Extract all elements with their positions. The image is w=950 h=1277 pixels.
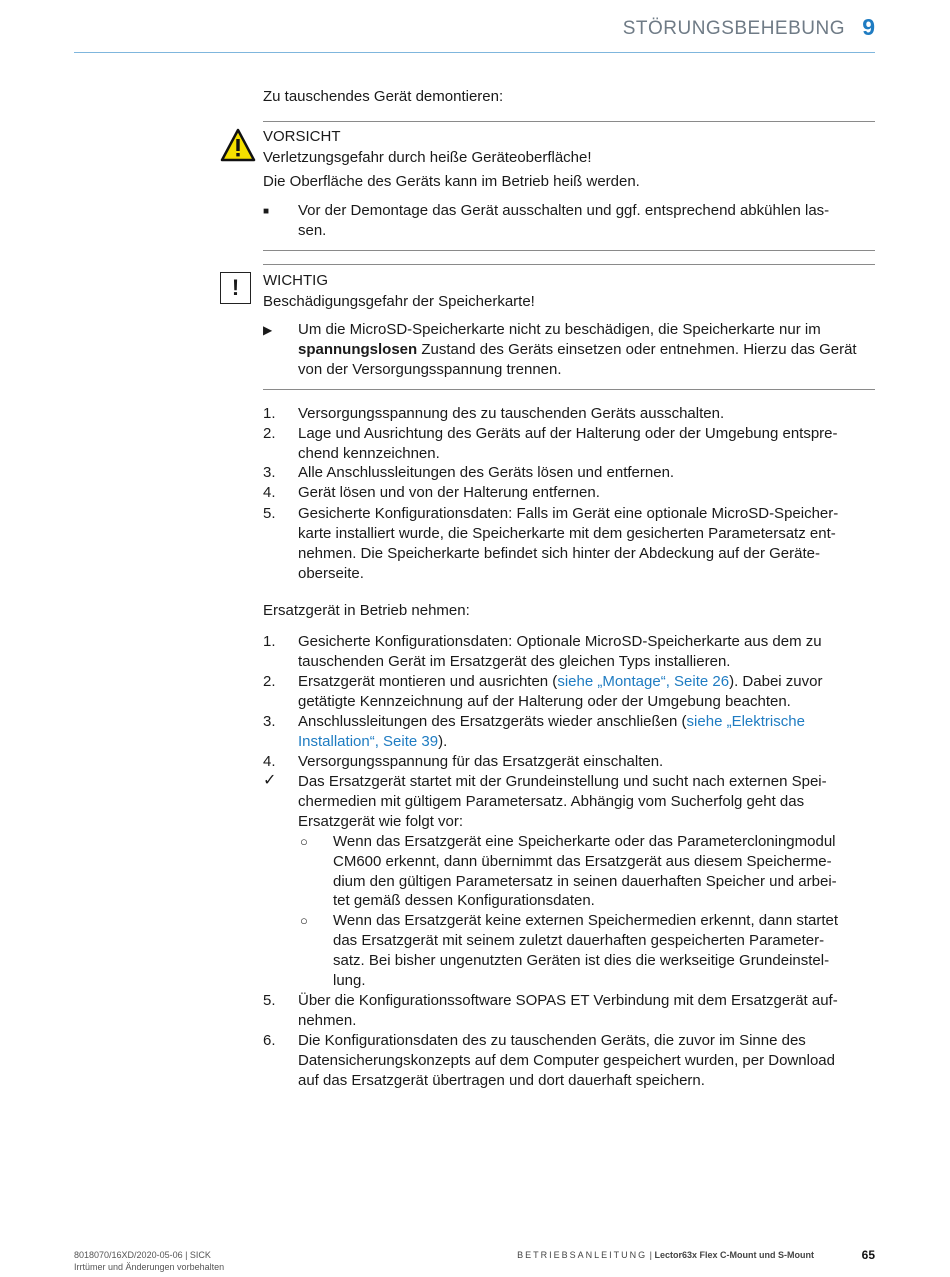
step-text: Datensicherungskonzepts auf dem Computer gespeichert wurden, per Download xyxy=(298,1052,835,1069)
step-text: Gerät lösen und von der Halterung entfernen. xyxy=(298,484,600,501)
important-bottom-rule xyxy=(263,389,875,390)
important-label: WICHTIG xyxy=(263,272,328,289)
step-number: 1. xyxy=(263,633,276,650)
link-montage[interactable]: siehe „Montage“, Seite 26 xyxy=(557,673,730,690)
caution-bullet-line-1: Vor der Demontage das Gerät ausschalten und ggf. entsprechend abkühlen las- xyxy=(298,202,830,219)
sub-item-text: satz. Bei bisher ungenutzten Geräten ist dies die werkseitige Grundeinstel- xyxy=(333,952,830,969)
sub-item-text: CM600 erkennt, dann übernimmt das Ersatzgerät aus diesem Speicherme- xyxy=(333,853,832,870)
step-text: Installation“, Seite 39). xyxy=(298,733,448,750)
important-line-2: spannungslosen Zustand des Geräts einsetzen oder entnehmen. Hierzu das Gerät xyxy=(298,341,857,358)
step-text: Die Konfigurationsdaten des zu tauschenden Geräts, die zuvor im Sinne des xyxy=(298,1032,806,1049)
footer-product: Lector63x Flex C-Mount und S-Mount xyxy=(654,1250,814,1260)
caution-bullet-line-2: sen. xyxy=(298,222,327,239)
chapter-number: 9 xyxy=(862,14,875,40)
sub-item-text: Wenn das Ersatzgerät eine Speicherkarte oder das Parametercloningmodul xyxy=(333,833,836,850)
step-text: getätigte Kennzeichnung auf der Halterung oder der Umgebung beachten. xyxy=(298,693,791,710)
page-number: 65 xyxy=(861,1248,875,1262)
step-text: Ersatzgerät montieren und ausrichten (siehe „Montage“, Seite 26). Dabei zuvor xyxy=(298,673,823,690)
important-line-1: Um die MicroSD-Speicherkarte nicht zu beschädigen, die Speicherkarte nur im xyxy=(298,321,821,338)
step-number: 6. xyxy=(263,1032,276,1049)
arrow-right-icon: ▶ xyxy=(263,323,273,337)
important-line-3: von der Versorgungsspannung trennen. xyxy=(298,361,562,378)
section-heading-replacement: Ersatzgerät in Betrieb nehmen: xyxy=(263,602,470,619)
warning-triangle-icon xyxy=(220,128,256,162)
footer-doc-title: BETRIEBSANLEITUNG | Lector63x Flex C-Mount und S-Mount xyxy=(517,1250,814,1260)
link-elektrische-installation[interactable]: siehe „Elektrische xyxy=(686,713,805,730)
step-number: 1. xyxy=(263,405,276,422)
chapter-title: STÖRUNGSBEHEBUNG xyxy=(622,18,845,39)
footer-doc-info xyxy=(74,1249,224,1273)
step-text: oberseite. xyxy=(298,565,364,582)
caution-bottom-rule xyxy=(263,250,875,251)
step-text: Gesicherte Konfigurationsdaten: Optionale MicroSD-Speicherkarte aus dem zu xyxy=(298,633,822,650)
step-text: Anschlussleitungen des Ersatzgeräts wieder anschließen (siehe „Elektrische xyxy=(298,713,805,730)
square-bullet-icon: ■ xyxy=(263,206,270,217)
step-number: 5. xyxy=(263,992,276,1009)
circle-bullet-icon: ○ xyxy=(300,913,308,928)
footer-disclaimer: Irrtümer und Änderungen vorbehalten xyxy=(74,1262,225,1272)
step-text: Gesicherte Konfigurationsdaten: Falls im Gerät eine optionale MicroSD-Speicher- xyxy=(298,505,839,522)
caution-text: Die Oberfläche des Geräts kann im Betrieb heiß werden. xyxy=(263,173,640,190)
checkmark-icon: ✓ xyxy=(263,772,277,789)
step-text: karte installiert wurde, die Speicherkarte mit dem gesicherten Parametersatz ent- xyxy=(298,525,836,542)
step-text: Versorgungsspannung für das Ersatzgerät einschalten. xyxy=(298,753,664,770)
header-divider xyxy=(74,52,875,53)
step-text: auf das Ersatzgerät übertragen und dort dauerhaft speichern. xyxy=(298,1072,705,1089)
link-elektrische-installation-cont[interactable]: Installation“, Seite 39 xyxy=(298,733,439,750)
sub-item-text: Wenn das Ersatzgerät keine externen Speichermedien erkennt, dann startet xyxy=(333,912,839,929)
step-text: Versorgungsspannung des zu tauschenden Geräts ausschalten. xyxy=(298,405,725,422)
result-text: Ersatzgerät wie folgt vor: xyxy=(298,813,464,830)
step-number: 2. xyxy=(263,673,276,690)
step-text: nehmen. Die Speicherkarte befindet sich hinter der Abdeckung auf der Geräte- xyxy=(298,545,820,562)
step-number: 5. xyxy=(263,505,276,522)
sub-item-text: das Ersatzgerät mit seinem zuletzt dauerhaften gespeicherten Parameter- xyxy=(333,932,825,949)
exclamation-box-icon: ! xyxy=(220,272,251,304)
important-top-rule xyxy=(263,264,875,265)
sub-item-text: tet gemäß dessen Konfigurationsdaten. xyxy=(333,892,595,909)
step-number: 3. xyxy=(263,713,276,730)
step-text: chend kennzeichnen. xyxy=(298,445,440,462)
step-text: tauschenden Gerät im Ersatzgerät des gleichen Typs installieren. xyxy=(298,653,731,670)
step-number: 3. xyxy=(263,464,276,481)
step-text: Lage und Ausrichtung des Geräts auf der Halterung oder der Umgebung entspre- xyxy=(298,425,838,442)
step-number: 2. xyxy=(263,425,276,442)
caution-title: Verletzungsgefahr durch heiße Geräteoberfläche! xyxy=(263,149,592,166)
sub-item-text: lung. xyxy=(333,972,366,989)
footer-doc-type: BETRIEBSANLEITUNG xyxy=(517,1250,648,1260)
step-number: 4. xyxy=(263,753,276,770)
step-text: nehmen. xyxy=(298,1012,357,1029)
step-text: Über die Konfigurationssoftware SOPAS ET Verbindung mit dem Ersatzgerät auf- xyxy=(298,992,838,1009)
sub-item-text: dium den gültigen Parametersatz in seinen dauerhaften Speicher und arbei- xyxy=(333,873,837,890)
caution-label: VORSICHT xyxy=(263,128,341,145)
result-text: chermedien mit gültigem Parametersatz. Abhängig vom Sucherfolg geht das xyxy=(298,793,805,810)
circle-bullet-icon: ○ xyxy=(300,834,308,849)
result-text: Das Ersatzgerät startet mit der Grundeinstellung und sucht nach externen Spei- xyxy=(298,773,827,790)
important-title: Beschädigungsgefahr der Speicherkarte! xyxy=(263,293,535,310)
step-number: 4. xyxy=(263,484,276,501)
footer-doc-id: 8018070/16XD/2020-05-06 | SICK xyxy=(74,1250,211,1260)
caution-top-rule xyxy=(263,121,875,122)
section-heading-demount: Zu tauschendes Gerät demontieren: xyxy=(263,88,504,105)
step-text: Alle Anschlussleitungen des Geräts lösen und entfernen. xyxy=(298,464,675,481)
